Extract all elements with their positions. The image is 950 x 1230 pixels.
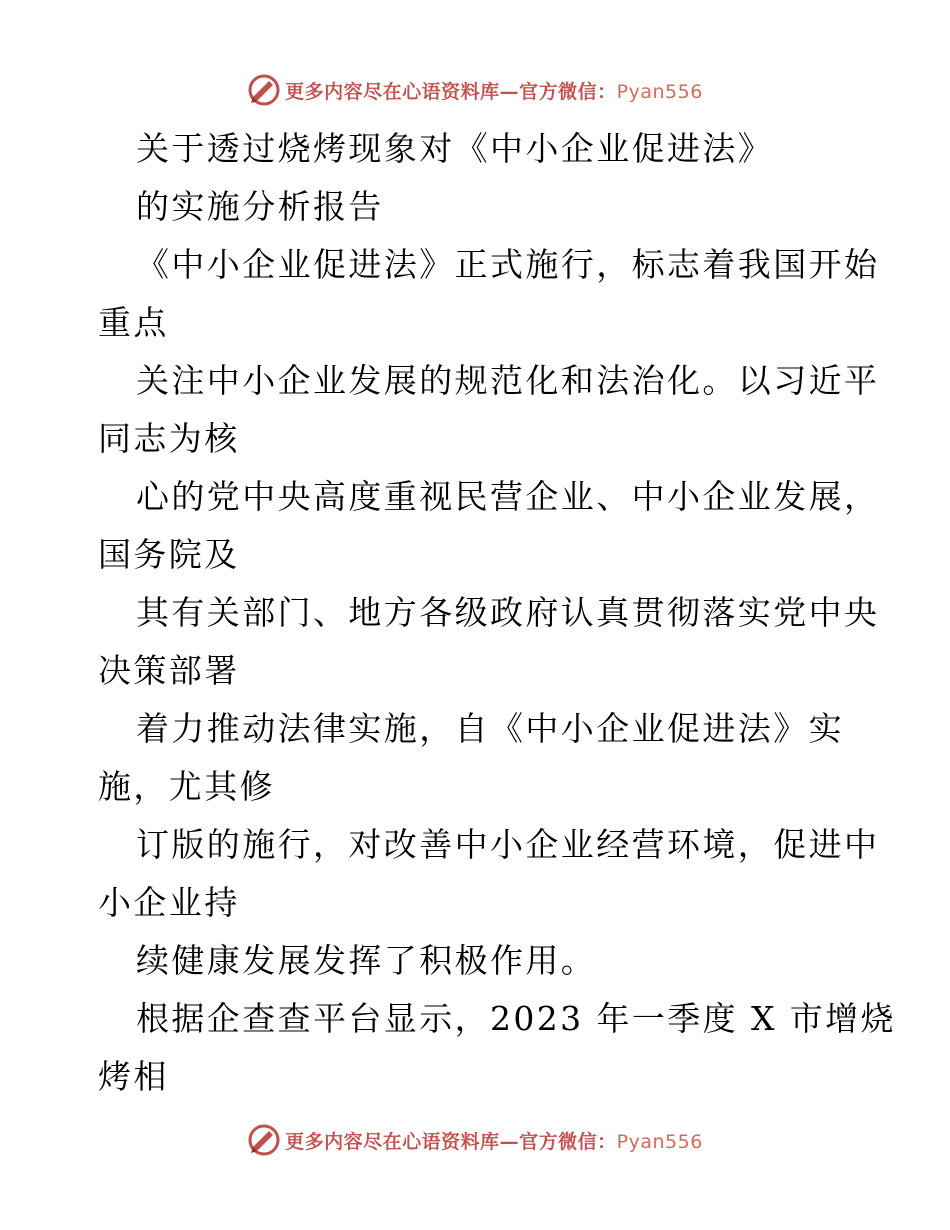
header-wechat-id: Pyan556 [616, 80, 703, 103]
footer-banner-label: 更多内容尽在心语资料库—官方微信： [285, 1130, 617, 1153]
paragraph-line: 《中小企业促进法》正式施行，标志着我国开始 [136, 245, 880, 284]
paragraph-line: 施，尤其修 [98, 767, 275, 806]
paragraph-line: 心的党中央高度重视民营企业、中小企业发展， [136, 477, 880, 516]
header-banner [0, 70, 950, 110]
paragraph-line: 国务院及 [98, 535, 240, 574]
paragraph-line: 续健康发展发挥了积极作用。 [136, 941, 597, 980]
paragraph-line: 烤相 [98, 1057, 169, 1096]
paragraph-line: 同志为核 [98, 419, 240, 458]
paragraph-line: 着力推动法律实施，自《中小企业促进法》实 [136, 709, 844, 748]
paragraph-line: 重点 [98, 303, 169, 342]
footer-banner [0, 1120, 950, 1160]
document-title-line-1: 关于透过烧烤现象对《中小企业促进法》 [136, 129, 774, 168]
header-banner-label: 更多内容尽在心语资料库—官方微信： [285, 80, 617, 103]
footer-banner-text [285, 1127, 703, 1154]
document-title-line-2: 的实施分析报告 [136, 187, 384, 226]
footer-wechat-id: Pyan556 [616, 1130, 703, 1153]
paragraph-line: 关注中小企业发展的规范化和法治化。以习近平 [136, 361, 880, 400]
paragraph-line: 订版的施行，对改善中小企业经营环境，促进中 [136, 825, 880, 864]
paragraph-line: 根据企查查平台显示，2023 年一季度 X 市增烧 [136, 999, 896, 1038]
paragraph-line: 决策部署 [98, 651, 240, 690]
header-banner-text [285, 77, 703, 104]
pen-logo-icon [247, 1123, 281, 1157]
pen-logo-icon [247, 73, 281, 107]
document-body [98, 120, 896, 1106]
paragraph-line: 小企业持 [98, 883, 240, 922]
paragraph-line: 其有关部门、地方各级政府认真贯彻落实党中央 [136, 593, 880, 632]
